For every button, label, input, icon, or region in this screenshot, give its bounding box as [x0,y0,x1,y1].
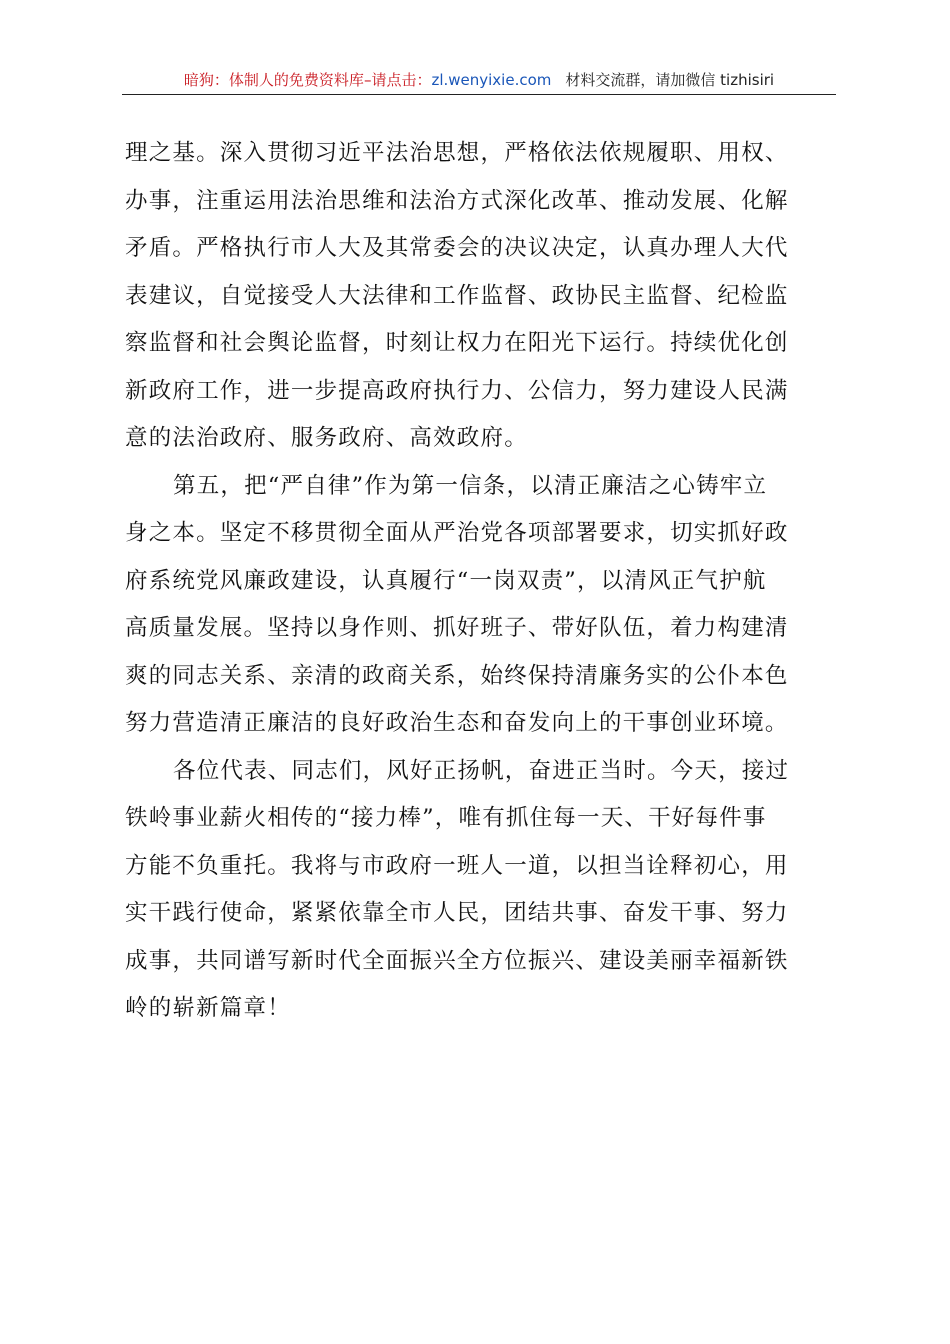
text-line: 铁岭事业薪火相传的“接力棒”，唯有抓住每一天、干好每件事 [125,805,767,831]
paragraph [125,130,837,463]
text-line: 办事，注重运用法治思维和法治方式深化改革、推动发展、化解 [125,187,789,214]
header-contact: 材料交流群，请加微信 tizhisiri [565,71,775,89]
header-separator: –请点击： [363,71,432,89]
text-line: 意的法治政府、服务政府、高效政府。 [125,425,528,451]
document-body [125,130,837,1033]
text-line: 岭的崭新篇章！ [125,995,291,1021]
text-line: 新政府工作，进一步提高政府执行力、公信力，努力建设人民满 [125,377,789,404]
text-line: 各位代表、同志们，风好正扬帆，奋进正当时。今天，接过 [173,757,790,784]
text-line: 方能不负重托。我将与市政府一班人一道，以担当诠释初心，用 [125,852,789,879]
page-header [122,68,836,95]
text-line: 爽的同志关系、亲清的政商关系，始终保持清廉务实的公仆本色 [125,662,789,689]
text-line: 察监督和社会舆论监督，时刻让权力在阳光下运行。持续优化创 [125,330,789,356]
text-line: 第五，把“严自律”作为第一信条，以清正廉洁之心铸牢立 [173,472,768,499]
paragraph [125,748,837,1033]
text-line: 矛盾。严格执行市人大及其常委会的决议决定，认真办理人大代 [125,235,789,261]
paragraph [125,463,837,748]
text-line: 身之本。坚定不移贯彻全面从严治党各项部署要求，切实抓好政 [125,520,789,546]
header-link[interactable]: zl.wenyixie.com [431,71,552,89]
text-line: 府系统党风廉政建设，认真履行“一岗双责”，以清风正气护航 [125,567,767,594]
header-brand: 暗狗：体制人的免费资料库 [183,71,364,89]
text-line: 成事，共同谱写新时代全面振兴全方位振兴、建设美丽幸福新铁 [125,947,789,974]
text-line: 努力营造清正廉洁的良好政治生态和奋发向上的干事创业环境。 [125,710,789,736]
text-line: 高质量发展。坚持以身作则、抓好班子、带好队伍，着力构建清 [125,615,789,641]
text-line: 表建议，自觉接受人大法律和工作监督、政协民主监督、纪检监 [125,282,789,309]
text-line: 理之基。深入贯彻习近平法治思想，严格依法依规履职、用权、 [125,140,789,166]
text-line: 实干践行使命，紧紧依靠全市人民，团结共事、奋发干事、努力 [125,900,789,926]
